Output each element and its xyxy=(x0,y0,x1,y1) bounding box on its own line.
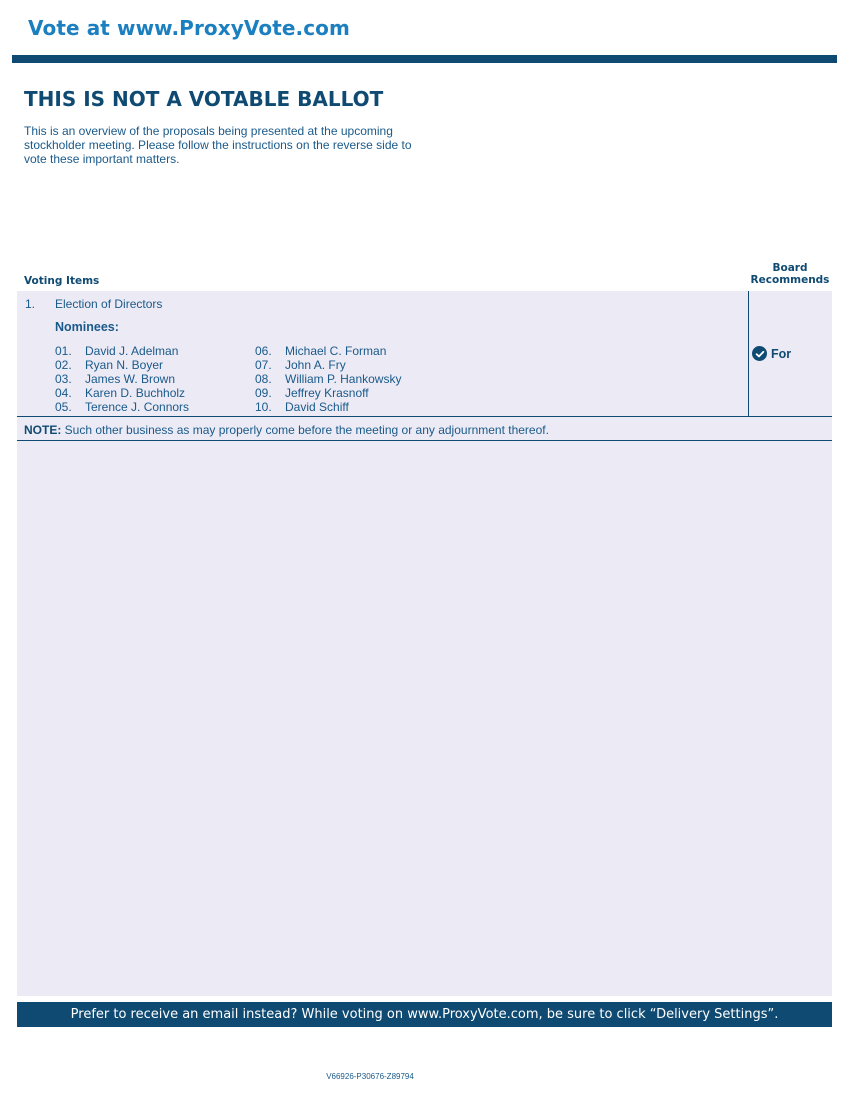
nominee-item xyxy=(55,386,189,400)
nominee-item xyxy=(255,372,401,386)
board-recommends-header xyxy=(748,262,832,286)
nominee-name: David Schiff xyxy=(285,400,349,414)
nominee-name: John A. Fry xyxy=(285,358,346,372)
row-divider xyxy=(17,416,832,417)
nominee-number: 07. xyxy=(255,358,272,372)
board-recommends-line1: Board xyxy=(772,262,808,274)
nominee-number: 02. xyxy=(55,358,72,372)
nominee-number: 08. xyxy=(255,372,272,386)
nominee-name: Ryan N. Boyer xyxy=(85,358,164,372)
nominee-name: David J. Adelman xyxy=(85,344,179,358)
check-circle-icon xyxy=(752,346,767,361)
document-code: V66926-P30676-Z89794 xyxy=(326,1072,414,1081)
column-divider xyxy=(748,291,749,417)
nominee-item xyxy=(255,386,401,400)
note-body: Such other business as may properly come before the meeting or any adjournment thereof. xyxy=(61,423,549,437)
nominee-item xyxy=(255,400,401,414)
vote-link[interactable]: Vote at www.ProxyVote.com xyxy=(28,16,350,40)
nominee-number: 05. xyxy=(55,400,72,414)
nominee-item xyxy=(255,344,401,358)
nominee-number: 06. xyxy=(255,344,272,358)
nominee-number: 01. xyxy=(55,344,72,358)
nominee-number: 03. xyxy=(55,372,72,386)
header-divider xyxy=(12,55,837,63)
email-delivery-text: Prefer to receive an email instead? While voting on www.ProxyVote.com, be sure to click “Delivery Settings”. xyxy=(70,1007,779,1022)
nominee-item xyxy=(55,400,189,414)
nominee-number: 10. xyxy=(255,400,272,414)
nominee-item xyxy=(255,358,401,372)
nominee-name: James W. Brown xyxy=(85,372,176,386)
nominee-name: Karen D. Buchholz xyxy=(85,386,186,400)
nominee-item xyxy=(55,344,189,358)
note-text xyxy=(24,423,549,437)
nominees-label: Nominees: xyxy=(55,320,119,334)
nominee-name: Jeffrey Krasnoff xyxy=(285,386,369,400)
board-recommendation xyxy=(752,346,791,361)
nominee-list-left xyxy=(55,344,189,414)
nominee-name: William P. Hankowsky xyxy=(285,372,402,386)
nominee-number: 09. xyxy=(255,386,272,400)
nominee-item xyxy=(55,358,189,372)
board-recommends-line2: Recommends xyxy=(750,274,830,286)
item-title: Election of Directors xyxy=(55,297,163,311)
note-divider xyxy=(17,440,832,441)
email-delivery-banner xyxy=(17,1002,832,1027)
nominee-name: Terence J. Connors xyxy=(85,400,190,414)
nominee-number: 04. xyxy=(55,386,72,400)
nominee-name: Michael C. Forman xyxy=(285,344,387,358)
page-title: THIS IS NOT A VOTABLE BALLOT xyxy=(24,87,384,111)
voting-items-header: Voting Items xyxy=(24,275,100,287)
recommendation-label: For xyxy=(771,346,792,361)
item-number: 1. xyxy=(25,297,36,311)
nominee-item xyxy=(55,372,189,386)
intro-text: This is an overview of the proposals being presented at the upcoming stockholder meeting. Please follow the instructions on the reverse side to vote these important matters. xyxy=(24,124,412,166)
nominee-list-right xyxy=(255,344,401,414)
note-label: NOTE: xyxy=(24,423,62,437)
